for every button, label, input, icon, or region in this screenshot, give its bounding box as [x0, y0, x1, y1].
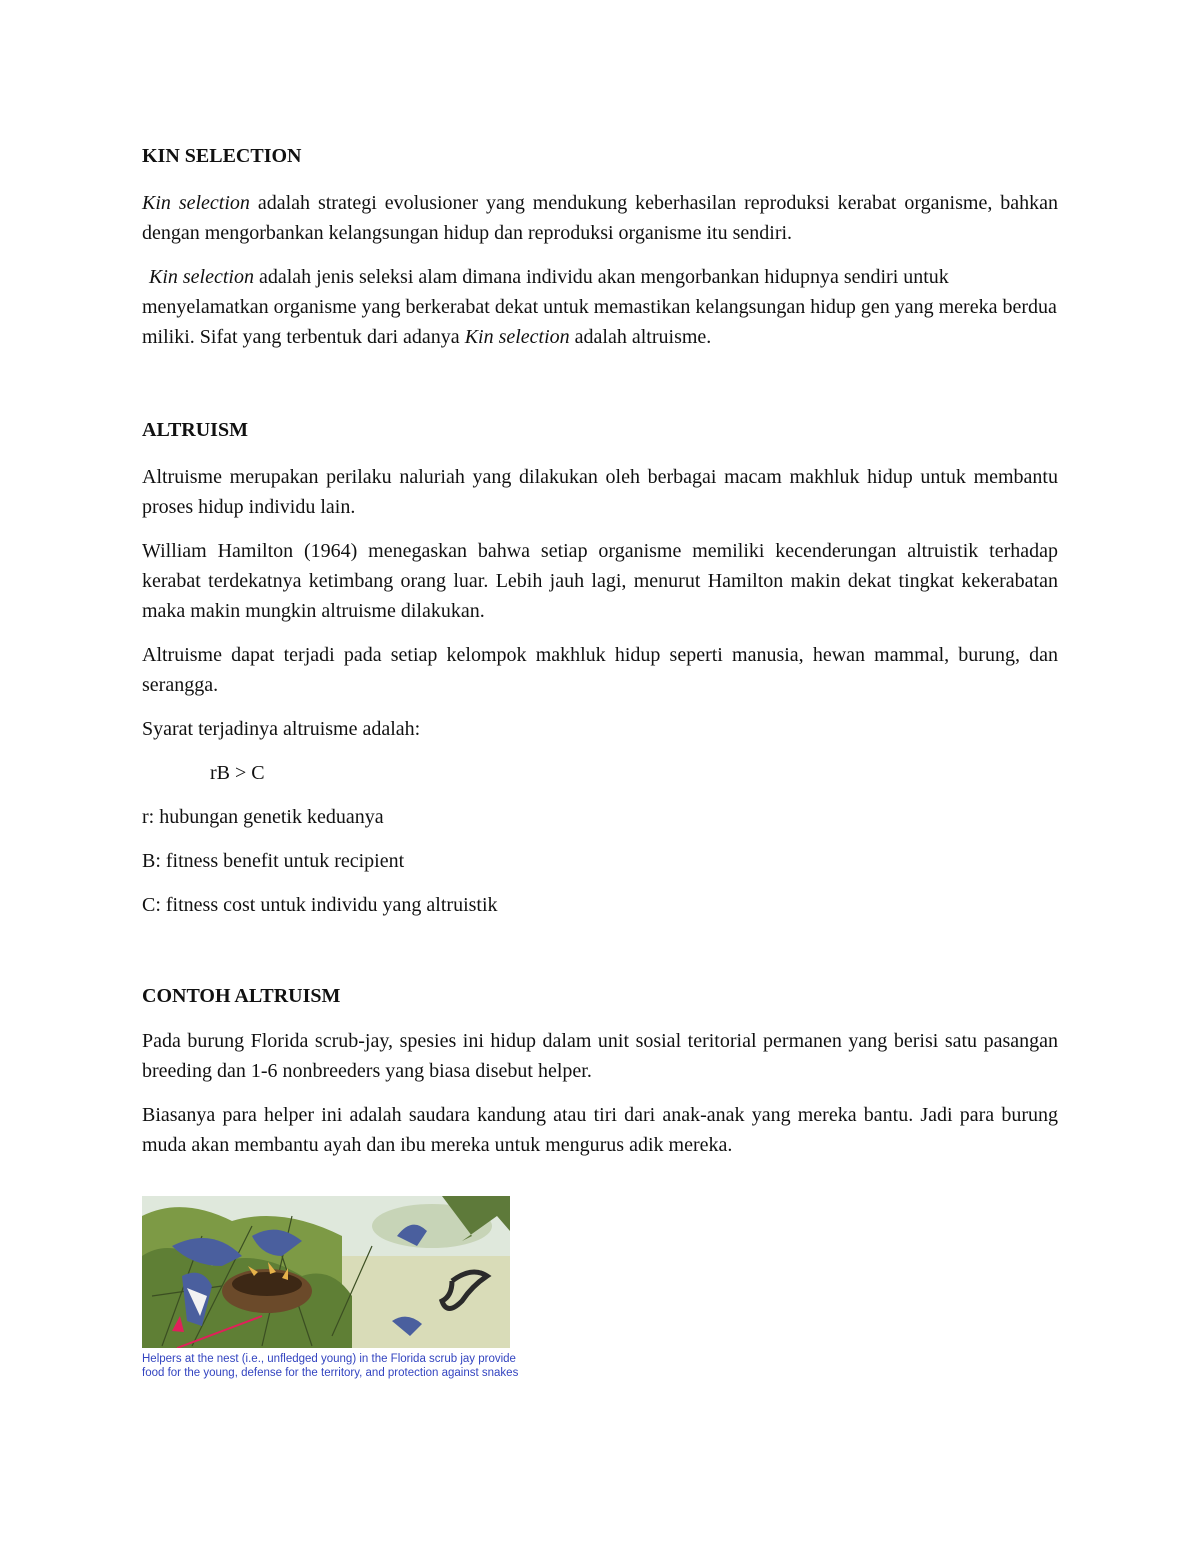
figure-caption [142, 1352, 519, 1380]
caption-line-1: Helpers at the nest (i.e., unfledged young) in the Florida scrub jay provide [142, 1353, 516, 1365]
paragraph-text: adalah jenis seleksi alam dimana individu akan mengorbankan hidupnya sendiri untuk menyelamatkan organisme yang berkerabat dekat untuk memastikan kelangsungan hidup gen yang mereka berdua miliki. Sifat yang terbentuk dari adanya [142, 266, 1057, 348]
caption-line-2: food for the young, defense for the territory, and protection against snakes [142, 1367, 519, 1379]
paragraph-altruism-1: Altruisme merupakan perilaku naluriah yang dilakukan oleh berbagai macam makhluk hidup untuk membantu proses hidup individu lain. [142, 466, 1058, 518]
paragraph-text: adalah altruisme. [569, 326, 712, 348]
definition-b: B: fitness benefit untuk recipient [142, 850, 405, 872]
paragraph-altruism-4: Syarat terjadinya altruisme adalah: [142, 718, 421, 740]
definition-c: C: fitness cost untuk individu yang altruistik [142, 894, 498, 916]
paragraph-kin-2 [142, 262, 1058, 352]
paragraph-kin-1 [142, 188, 1058, 248]
definition-r: r: hubungan genetik keduanya [142, 806, 384, 828]
term-kin-selection: Kin selection [142, 192, 250, 214]
paragraph-text: adalah strategi evolusioner yang mendukung keberhasilan reproduksi kerabat organisme, bahkan dengan mengorbankan kelangsungan hidup dan reproduksi organisme itu sendiri. [142, 192, 1059, 244]
paragraph-altruism-3: Altruisme dapat terjadi pada setiap kelompok makhluk hidup seperti manusia, hewan mammal, burung, dan serangga. [142, 644, 1058, 696]
formula: rB > C [210, 762, 265, 784]
heading-contoh-altruism: CONTOH ALTRUISM [142, 985, 341, 1007]
paragraph-example-1: Pada burung Florida scrub-jay, spesies ini hidup dalam unit sosial teritorial permanen yang berisi satu pasangan breeding dan 1-6 nonbreeders yang biasa disebut helper. [142, 1030, 1058, 1082]
term-kin-selection: Kin selection [464, 326, 570, 348]
scrub-jay-illustration [142, 1196, 510, 1348]
document-body [142, 142, 1058, 1160]
term-kin-selection: Kin selection [149, 266, 254, 288]
heading-kin-selection: KIN SELECTION [142, 145, 302, 167]
heading-altruism: ALTRUISM [142, 419, 248, 441]
paragraph-example-2: Biasanya para helper ini adalah saudara kandung atau tiri dari anak-anak yang mereka bantu. Jadi para burung muda akan membantu ayah dan ibu mereka untuk mengurus adik mereka. [142, 1104, 1058, 1156]
scrub-jay-figure [142, 1196, 519, 1380]
paragraph-altruism-2: William Hamilton (1964) menegaskan bahwa setiap organisme memiliki kecenderungan altruistik terhadap kerabat terdekatnya ketimbang orang luar. Lebih jauh lagi, menurut Hamilton makin dekat tingkat kekerabatan maka makin mungkin altruisme dilakukan. [142, 540, 1058, 622]
